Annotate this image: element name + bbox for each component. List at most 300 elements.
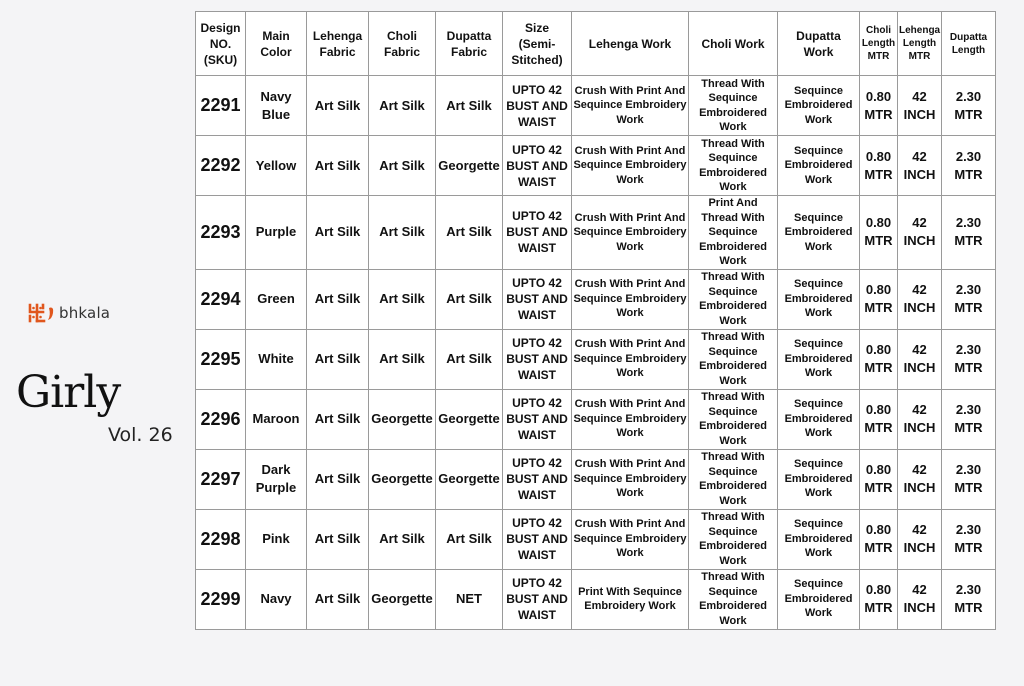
cell-dupatta-fabric: Georgette xyxy=(436,136,503,196)
cell-line: Thread With xyxy=(701,77,765,90)
cell-lehenga-work xyxy=(572,569,689,629)
cell-size xyxy=(503,136,572,196)
cell-line: Dupatta xyxy=(949,31,988,43)
cell-lehenga-work xyxy=(572,509,689,569)
table-row xyxy=(196,449,996,509)
cell-dupatta-length xyxy=(942,509,996,569)
cell-choli-fabric: Art Silk xyxy=(369,269,436,329)
cell-line: 0.80 xyxy=(865,402,892,417)
cell-line: Thread With xyxy=(701,451,765,463)
cell-line: Embroidered xyxy=(784,472,853,485)
cell-lehenga-fabric: Art Silk xyxy=(307,329,369,389)
cell-choli-work xyxy=(689,76,778,136)
cell-line: Purple xyxy=(255,224,297,240)
cell-choli-work xyxy=(689,569,778,629)
cell-line: UPTO 42 xyxy=(512,142,562,157)
cell-choli-work xyxy=(689,136,778,196)
cell-line: Fabric xyxy=(319,44,356,59)
cell-line: Embroidered xyxy=(784,159,853,172)
cell-line: Work xyxy=(719,494,747,507)
cell-dupatta-fabric: Georgette xyxy=(436,449,503,509)
cell-line: MTR xyxy=(954,600,983,615)
header-choli-length xyxy=(860,12,898,76)
cell-dupatta-work xyxy=(778,196,860,270)
cell-main-color xyxy=(246,136,307,196)
cell-dupatta-work xyxy=(778,449,860,509)
cell-line: Embroidered xyxy=(699,106,767,119)
cell-line: Sequince xyxy=(708,152,758,164)
cell-line: UPTO 42 xyxy=(512,456,562,470)
cell-choli-length xyxy=(860,329,898,389)
cell-line: Work xyxy=(616,547,644,560)
header-sku xyxy=(196,12,246,76)
cell-line: INCH xyxy=(903,300,936,315)
cell-dupatta-fabric: Art Silk xyxy=(436,509,503,569)
cell-lehenga-work xyxy=(572,269,689,329)
cell-line: Work xyxy=(719,434,747,447)
cell-line: BUST AND xyxy=(506,472,568,486)
cell-line: Work xyxy=(616,487,644,500)
cell-choli-fabric: Georgette xyxy=(369,389,436,449)
cell-dupatta-work xyxy=(778,509,860,569)
cell-line: 0.80 xyxy=(865,215,892,231)
cell-lehenga-work xyxy=(572,329,689,389)
cell-line: Embroidered xyxy=(699,420,767,432)
cell-choli-length xyxy=(860,196,898,270)
cell-dupatta-length xyxy=(942,569,996,629)
cell-line: Embroidered xyxy=(784,352,853,365)
cell-main-color xyxy=(246,569,307,629)
cell-lehenga-fabric: Art Silk xyxy=(307,196,369,270)
header-choli-work: Choli Work xyxy=(689,12,778,76)
cell-choli-work xyxy=(689,196,778,270)
cell-line: BUST AND xyxy=(506,412,568,426)
cell-dupatta-fabric: Art Silk xyxy=(436,196,503,270)
cell-dupatta-fabric: Art Silk xyxy=(436,76,503,136)
cell-line: BUST AND xyxy=(506,225,568,240)
cell-dupatta-length xyxy=(942,329,996,389)
cell-choli-work xyxy=(689,269,778,329)
cell-line: Work xyxy=(616,240,644,253)
cell-line: Embroidered xyxy=(699,300,767,312)
brand-logo-word: bhkala xyxy=(59,304,111,322)
cell-line: Work xyxy=(719,314,747,327)
cell-line: Purple xyxy=(255,480,297,495)
cell-line: Sequince Embroidery xyxy=(573,99,687,112)
cell-line: MTR xyxy=(954,300,983,315)
table-row xyxy=(196,76,996,136)
cell-line: WAIST xyxy=(518,428,556,442)
header-lehenga-length xyxy=(898,12,942,76)
cell-line: Work xyxy=(804,113,833,126)
table-row xyxy=(196,269,996,329)
cell-choli-work xyxy=(689,509,778,569)
cell-line: Work xyxy=(804,607,833,620)
cell-line: Lehenga xyxy=(899,25,941,36)
cell-main-color xyxy=(246,389,307,449)
cell-line: Sequince xyxy=(708,405,758,418)
cell-sku: 2291 xyxy=(196,76,246,136)
cell-line: 2.30 xyxy=(955,522,982,537)
cell-choli-fabric: Art Silk xyxy=(369,329,436,389)
cell-line: Crush With Print And xyxy=(574,144,686,157)
cell-line: Work xyxy=(804,173,833,186)
cell-line: Crush With Print And xyxy=(574,278,686,291)
cell-dupatta-length xyxy=(942,196,996,270)
cell-line: MTR xyxy=(954,166,983,182)
cell-line: UPTO 42 xyxy=(512,336,562,350)
cell-line: MTR xyxy=(864,233,893,249)
cell-line: MTR xyxy=(864,106,893,122)
header-dupatta-length xyxy=(942,12,996,76)
cell-lehenga-length xyxy=(898,76,942,136)
cell-dupatta-work xyxy=(778,329,860,389)
cell-lehenga-work xyxy=(572,389,689,449)
cell-line: Sequince xyxy=(708,92,758,104)
cell-line: 2.30 xyxy=(955,88,982,104)
cell-choli-work xyxy=(689,389,778,449)
cell-line: Sequince Embroidery xyxy=(573,532,687,545)
cell-line: Thread With xyxy=(701,271,765,283)
cell-line: Work xyxy=(804,487,833,500)
cell-lehenga-length xyxy=(898,449,942,509)
cell-choli-fabric: Art Silk xyxy=(369,136,436,196)
cell-line: Length xyxy=(902,38,937,49)
cell-line: Sequince xyxy=(794,518,843,531)
cell-dupatta-fabric: Georgette xyxy=(436,389,503,449)
cell-sku: 2294 xyxy=(196,269,246,329)
cell-line: INCH xyxy=(903,600,936,615)
cell-size xyxy=(503,269,572,329)
cell-line: WAIST xyxy=(518,241,556,256)
cell-lehenga-fabric: Art Silk xyxy=(307,389,369,449)
cell-line: INCH xyxy=(903,106,936,122)
cell-line: BUST AND xyxy=(506,352,568,366)
cell-line: 0.80 xyxy=(865,462,892,477)
cell-line: Dark xyxy=(261,462,291,477)
cell-line: Sequince xyxy=(708,585,758,598)
cell-line: Work xyxy=(616,367,644,380)
cell-size xyxy=(503,76,572,136)
cell-choli-length xyxy=(860,269,898,329)
cell-line: MTR xyxy=(954,540,983,555)
cell-line: BUST AND xyxy=(506,158,568,173)
cell-dupatta-length xyxy=(942,389,996,449)
cell-sku: 2297 xyxy=(196,449,246,509)
collection-volume: Vol. 26 xyxy=(108,424,173,446)
cell-line: MTR xyxy=(954,420,983,435)
cell-line: 42 xyxy=(912,402,927,417)
cell-line: Fabric xyxy=(450,44,487,59)
cell-line: Embroidered xyxy=(784,226,853,238)
cell-line: Thread With xyxy=(701,137,765,150)
cell-line: Choli xyxy=(387,28,417,43)
cell-line: INCH xyxy=(903,480,936,495)
cell-line: 42 xyxy=(912,215,927,231)
cell-line: MTR xyxy=(954,106,983,122)
cell-line: INCH xyxy=(903,540,936,555)
cell-line: Work xyxy=(804,307,833,320)
cell-choli-fabric: Georgette xyxy=(369,569,436,629)
cell-line: Length xyxy=(861,38,896,49)
cell-line: Sequince xyxy=(794,211,843,224)
cell-line: Design xyxy=(200,20,241,35)
cell-line: Sequince Embroidery xyxy=(573,159,687,172)
cell-lehenga-fabric: Art Silk xyxy=(307,76,369,136)
cell-line: MTR xyxy=(864,540,893,555)
cell-choli-length xyxy=(860,76,898,136)
cell-dupatta-length xyxy=(942,449,996,509)
product-spec-table xyxy=(195,11,996,630)
cell-dupatta-length xyxy=(942,76,996,136)
header-dupatta-work xyxy=(778,12,860,76)
cell-line: Sequince Embroidery xyxy=(573,472,687,485)
cell-dupatta-work xyxy=(778,136,860,196)
cell-choli-length xyxy=(860,509,898,569)
cell-line: Sequince xyxy=(708,285,758,298)
cell-lehenga-work xyxy=(572,136,689,196)
cell-line: MTR xyxy=(864,360,893,375)
cell-sku: 2295 xyxy=(196,329,246,389)
cell-line: Embroidered xyxy=(699,540,767,552)
cell-line: Choli xyxy=(866,25,891,36)
cell-line: Print With Sequince xyxy=(578,585,682,598)
table-row xyxy=(196,389,996,449)
cell-line: Thread With xyxy=(701,331,765,343)
cell-sku: 2293 xyxy=(196,196,246,270)
cell-dupatta-work xyxy=(778,76,860,136)
cell-dupatta-length xyxy=(942,269,996,329)
brand-logo xyxy=(27,302,110,324)
cell-lehenga-length xyxy=(898,196,942,270)
cell-line: Sequince xyxy=(794,278,843,291)
cell-line: INCH xyxy=(903,233,936,249)
cell-line: Size xyxy=(524,20,549,35)
cell-main-color xyxy=(246,509,307,569)
cell-line: Maroon xyxy=(252,411,300,426)
cell-line: 2.30 xyxy=(955,402,982,417)
cell-line: NO. xyxy=(209,36,232,51)
cell-line: Crush With Print And xyxy=(574,338,686,351)
cell-lehenga-fabric: Art Silk xyxy=(307,449,369,509)
cell-main-color xyxy=(246,329,307,389)
cell-line: Fabric xyxy=(383,44,420,59)
cell-line: Work xyxy=(803,44,834,59)
cell-line: BUST AND xyxy=(506,592,568,606)
cell-line: Dupatta xyxy=(796,28,841,43)
cell-line: 2.30 xyxy=(955,462,982,477)
cell-line: Work xyxy=(719,181,747,193)
cell-line: Work xyxy=(719,554,747,567)
cell-choli-fabric: Art Silk xyxy=(369,76,436,136)
cell-line: MTR xyxy=(864,600,893,615)
cell-line: 42 xyxy=(912,342,927,357)
cell-main-color xyxy=(246,449,307,509)
cell-line: Work xyxy=(804,427,833,440)
cell-line: Green xyxy=(257,291,295,306)
cell-line: Color xyxy=(260,44,292,59)
cell-line: UPTO 42 xyxy=(512,82,562,97)
cell-line: Embroidered xyxy=(699,166,767,179)
cell-size xyxy=(503,569,572,629)
cell-size xyxy=(503,449,572,509)
cell-line: Sequince xyxy=(708,465,758,478)
cell-line: Blue xyxy=(261,106,291,122)
table-row xyxy=(196,569,996,629)
swastik-logo-icon xyxy=(27,302,57,324)
cell-line: Sequince xyxy=(794,144,843,157)
cell-dupatta-work xyxy=(778,269,860,329)
cell-line: Sequince xyxy=(794,338,843,351)
header-main-color xyxy=(246,12,307,76)
cell-size xyxy=(503,329,572,389)
cell-line: (SKU) xyxy=(203,52,238,67)
cell-line: 2.30 xyxy=(955,215,982,231)
cell-line: Sequince xyxy=(708,226,758,238)
cell-line: MTR xyxy=(864,480,893,495)
cell-lehenga-length xyxy=(898,329,942,389)
cell-line: Embroidered xyxy=(699,360,767,372)
cell-line: Embroidered xyxy=(784,292,853,305)
cell-dupatta-work xyxy=(778,389,860,449)
cell-choli-fabric: Georgette xyxy=(369,449,436,509)
cell-line: Work xyxy=(616,113,644,126)
cell-line: Crush With Print And xyxy=(574,84,686,97)
cell-line: Thread With xyxy=(701,511,765,523)
brand-logo-text xyxy=(59,304,110,322)
brand-panel xyxy=(0,0,195,686)
cell-sku: 2292 xyxy=(196,136,246,196)
cell-line: MTR xyxy=(864,300,893,315)
cell-line: Pink xyxy=(262,531,290,546)
cell-lehenga-work xyxy=(572,196,689,270)
cell-line: Work xyxy=(616,427,644,440)
cell-choli-fabric: Art Silk xyxy=(369,509,436,569)
table-row xyxy=(196,329,996,389)
cell-line: Embroidered xyxy=(784,592,853,605)
cell-line: 42 xyxy=(912,582,927,597)
cell-line: 0.80 xyxy=(865,342,892,357)
cell-line: 2.30 xyxy=(955,282,982,297)
cell-line: Sequince Embroidery xyxy=(573,412,687,425)
cell-sku: 2296 xyxy=(196,389,246,449)
cell-line: Work xyxy=(804,367,833,380)
cell-line: MTR xyxy=(954,480,983,495)
cell-line: UPTO 42 xyxy=(512,209,562,224)
cell-line: Yellow xyxy=(255,157,297,173)
cell-line: Work xyxy=(719,255,747,267)
cell-line: 42 xyxy=(912,88,927,104)
cell-line: WAIST xyxy=(518,548,556,562)
cell-line: Crush With Print And xyxy=(574,211,686,224)
cell-lehenga-work xyxy=(572,449,689,509)
cell-main-color xyxy=(246,269,307,329)
cell-lehenga-length xyxy=(898,136,942,196)
cell-line: Print And xyxy=(708,197,758,209)
cell-line: Embroidered xyxy=(699,480,767,492)
header-choli-fabric xyxy=(369,12,436,76)
cell-line: 0.80 xyxy=(865,88,892,104)
cell-line: Embroidery Work xyxy=(584,600,676,612)
table-body xyxy=(196,76,996,630)
cell-choli-length xyxy=(860,389,898,449)
cell-choli-fabric: Art Silk xyxy=(369,196,436,270)
cell-line: Embroidered xyxy=(699,600,767,612)
cell-line: MTR xyxy=(867,51,890,62)
cell-line: Work xyxy=(719,374,747,387)
cell-choli-work xyxy=(689,449,778,509)
cell-main-color xyxy=(246,196,307,270)
cell-dupatta-fabric: NET xyxy=(436,569,503,629)
cell-dupatta-work xyxy=(778,569,860,629)
cell-line: Navy xyxy=(260,591,292,606)
cell-line: Sequince Embroidery xyxy=(573,292,687,305)
cell-sku: 2299 xyxy=(196,569,246,629)
cell-line: WAIST xyxy=(518,114,556,129)
cell-line: WAIST xyxy=(518,368,556,382)
cell-lehenga-fabric: Art Silk xyxy=(307,269,369,329)
cell-line: MTR xyxy=(864,166,893,182)
cell-line: Length xyxy=(951,44,986,56)
cell-main-color xyxy=(246,76,307,136)
cell-line: WAIST xyxy=(518,608,556,622)
cell-line: Sequince xyxy=(794,578,843,591)
cell-line: Crush With Print And xyxy=(574,458,686,471)
cell-line: Embroidered xyxy=(699,240,767,253)
cell-lehenga-length xyxy=(898,509,942,569)
cell-line: Lehenga xyxy=(312,28,363,43)
cell-line: 0.80 xyxy=(865,282,892,297)
cell-line: 0.80 xyxy=(865,148,892,164)
cell-line: WAIST xyxy=(518,308,556,322)
cell-lehenga-work xyxy=(572,76,689,136)
cell-line: Thread With xyxy=(701,571,765,583)
cell-line: Embroidered xyxy=(784,99,853,112)
cell-line: BUST AND xyxy=(506,98,568,113)
cell-lehenga-length xyxy=(898,269,942,329)
cell-line: Sequince Embroidery xyxy=(573,352,687,365)
cell-line: Sequince xyxy=(794,458,843,471)
cell-line: Crush With Print And xyxy=(574,398,686,411)
cell-line: WAIST xyxy=(518,174,556,189)
cell-line: MTR xyxy=(864,420,893,435)
cell-line: Stitched) xyxy=(511,52,563,67)
cell-lehenga-length xyxy=(898,569,942,629)
cell-line: Embroidered xyxy=(784,532,853,545)
collection-title: Girly xyxy=(16,367,121,418)
cell-line: INCH xyxy=(903,420,936,435)
cell-line: Crush With Print And xyxy=(574,518,686,531)
cell-line: 2.30 xyxy=(955,148,982,164)
cell-size xyxy=(503,389,572,449)
cell-line: Sequince xyxy=(794,84,843,97)
cell-line: Navy xyxy=(260,88,292,104)
cell-line: Work xyxy=(616,173,644,186)
header-dupatta-fabric xyxy=(436,12,503,76)
cell-line: MTR xyxy=(954,360,983,375)
cell-line: Work xyxy=(804,240,833,253)
header-lehenga-work: Lehenga Work xyxy=(572,12,689,76)
cell-line: 42 xyxy=(912,462,927,477)
cell-line: Main xyxy=(262,28,290,43)
cell-line: MTR xyxy=(908,51,931,62)
cell-line: 2.30 xyxy=(955,582,982,597)
cell-line: 0.80 xyxy=(865,522,892,537)
table-row xyxy=(196,196,996,270)
cell-line: UPTO 42 xyxy=(512,516,562,530)
cell-line: MTR xyxy=(954,233,983,249)
cell-line: UPTO 42 xyxy=(512,576,562,590)
